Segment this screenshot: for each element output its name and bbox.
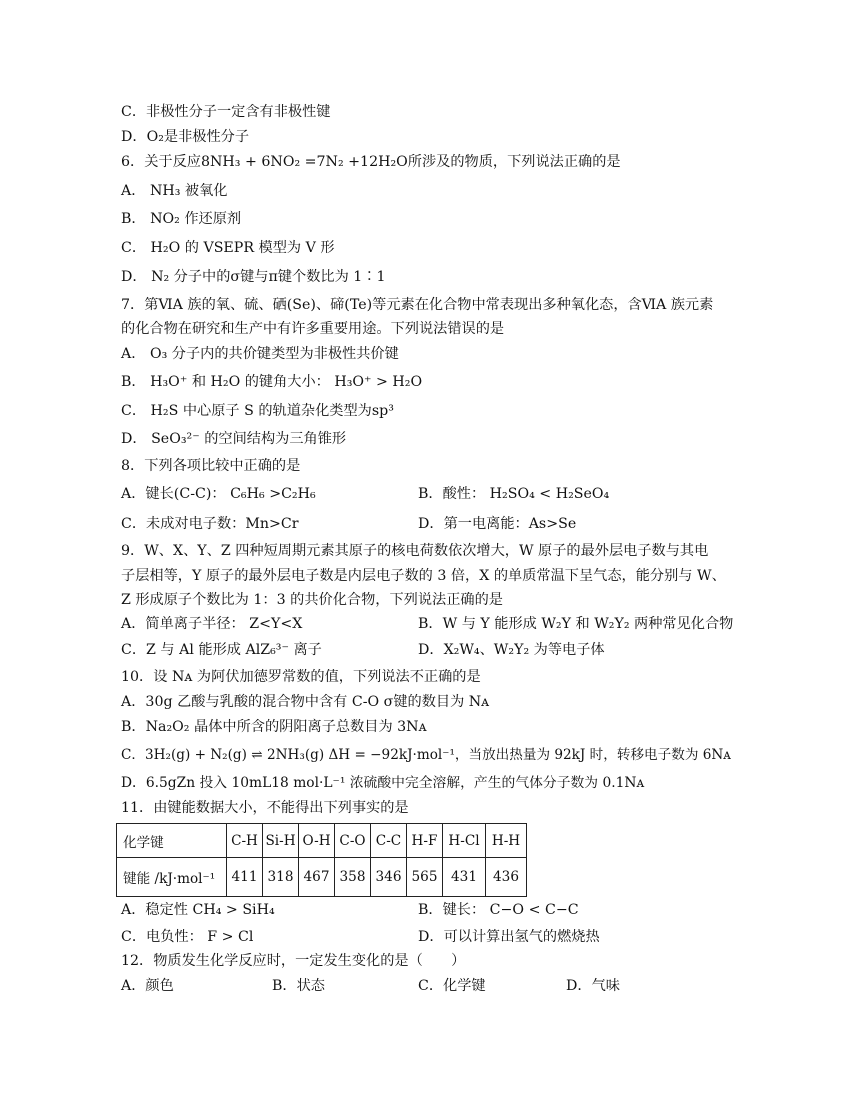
q11-stem: 11．由键能数据大小，不能得出下列事实的是 — [121, 800, 409, 816]
q10-option-c: C．3H₂(g) + N₂(g) ⇌ 2NH₃(g) ΔH = −92kJ·mol⁻¹，当放出热量为 92kJ 时，转移电子数为 6Nᴀ — [121, 747, 731, 763]
q7-stem-line1: 7．第ⅥA 族的氧、硫、硒(Se)、碲(Te)等元素在化合物中常表现出多种氧化态，含ⅥA 族元素 — [121, 297, 714, 313]
table-cell: H-Cl — [443, 824, 486, 858]
q12-option-d: D．气味 — [566, 978, 620, 994]
table-cell: 358 — [335, 858, 371, 897]
q9-option-a: A．简单离子半径： Z<Y<X — [121, 616, 303, 632]
q10-stem: 10．设 Nᴀ 为阿伏加德罗常数的值，下列说法不正确的是 — [121, 669, 481, 685]
q11-option-d: D．可以计算出氢气的燃烧热 — [418, 929, 600, 945]
table-cell: Si-H — [263, 824, 299, 858]
table-cell: 565 — [407, 858, 443, 897]
q6-option-b: B． NO₂ 作还原剂 — [121, 211, 242, 227]
q6-option-a: A． NH₃ 被氧化 — [121, 183, 228, 199]
q12-option-a: A．颜色 — [121, 978, 174, 994]
q9-option-b: B．W 与 Y 能形成 W₂Y 和 W₂Y₂ 两种常见化合物 — [418, 616, 734, 632]
q12-option-b: B．状态 — [272, 978, 325, 994]
table-cell: 411 — [227, 858, 263, 897]
q10-option-d: D．6.5gZn 投入 10mL18 mol·L⁻¹ 浓硫酸中完全溶解，产生的气体分子数为 0.1Nᴀ — [121, 775, 645, 791]
table-cell: 431 — [443, 858, 486, 897]
q11-option-a: A．稳定性 CH₄ > SiH₄ — [121, 902, 275, 918]
q8-option-b: B．酸性： H₂SO₄ < H₂SeO₄ — [418, 486, 610, 502]
q7-option-c: C． H₂S 中心原子 S 的轨道杂化类型为sp³ — [121, 403, 394, 419]
table-cell: O-H — [299, 824, 335, 858]
q7-option-a: A． O₃ 分子内的共价键类型为非极性共价键 — [121, 346, 399, 362]
table-cell: 467 — [299, 858, 335, 897]
table-row — [117, 824, 527, 858]
q5-option-c: C．非极性分子一定含有非极性键 — [121, 104, 331, 120]
table-header-energy: 键能 /kJ·mol⁻¹ — [117, 858, 227, 897]
table-cell: 318 — [263, 858, 299, 897]
q6-stem: 6．关于反应8NH₃ + 6NO₂ =7N₂ +12H₂O所涉及的物质，下列说法正确的是 — [121, 154, 621, 170]
q7-option-b: B． H₃O⁺ 和 H₂O 的键角大小： H₃O⁺ > H₂O — [121, 374, 423, 390]
table-cell: C-O — [335, 824, 371, 858]
table-cell: 346 — [371, 858, 407, 897]
q12-option-c: C．化学键 — [418, 978, 486, 994]
table-header-bond: 化学键 — [117, 824, 227, 858]
q10-option-a: A．30g 乙酸与乳酸的混合物中含有 C-O σ键的数目为 Nᴀ — [121, 694, 490, 710]
q10-option-b: B．Na₂O₂ 晶体中所含的阴阳离子总数目为 3Nᴀ — [121, 719, 427, 735]
q9-option-d: D．X₂W₄、W₂Y₂ 为等电子体 — [418, 642, 605, 658]
q5-option-d: D．O₂是非极性分子 — [121, 129, 250, 145]
q8-option-c: C．未成对电子数：Mn>Cr — [121, 516, 299, 532]
table-cell: C-H — [227, 824, 263, 858]
q11-option-b: B．键长： C−O < C−C — [418, 902, 579, 918]
table-cell: 436 — [486, 858, 527, 897]
q9-stem-line3: Z 形成原子个数比为 1：3 的共价化合物，下列说法正确的是 — [121, 592, 503, 608]
q7-stem-line2: 的化合物在研究和生产中有许多重要用途。下列说法错误的是 — [121, 321, 505, 337]
q9-stem-line2: 子层相等，Y 原子的最外层电子数是内层电子数的 3 倍，X 的单质常温下呈气态，能分别与 W、 — [121, 568, 726, 584]
q6-option-c: C． H₂O 的 VSEPR 模型为 V 形 — [121, 240, 335, 256]
q7-option-d: D． SeO₃²⁻ 的空间结构为三角锥形 — [121, 431, 347, 447]
bond-energy-table — [116, 823, 527, 897]
q6-option-d: D． N₂ 分子中的σ键与π键个数比为 1∶1 — [121, 269, 386, 285]
table-cell: H-F — [407, 824, 443, 858]
q8-option-a: A．键长(C-C)： C₆H₆ >C₂H₆ — [121, 486, 316, 502]
table-row — [117, 858, 527, 897]
q11-option-c: C．电负性： F > Cl — [121, 929, 254, 945]
q9-option-c: C．Z 与 Al 能形成 AlZ₆³⁻ 离子 — [121, 642, 322, 658]
q8-stem: 8．下列各项比较中正确的是 — [121, 458, 301, 474]
q9-stem-line1: 9．W、X、Y、Z 四种短周期元素其原子的核电荷数依次增大，W 原子的最外层电子数与其电 — [121, 543, 709, 559]
q12-stem: 12．物质发生化学反应时，一定发生变化的是（ ） — [121, 953, 466, 969]
q8-option-d: D．第一电离能：As>Se — [418, 516, 577, 532]
table-cell: C-C — [371, 824, 407, 858]
table-cell: H-H — [486, 824, 527, 858]
